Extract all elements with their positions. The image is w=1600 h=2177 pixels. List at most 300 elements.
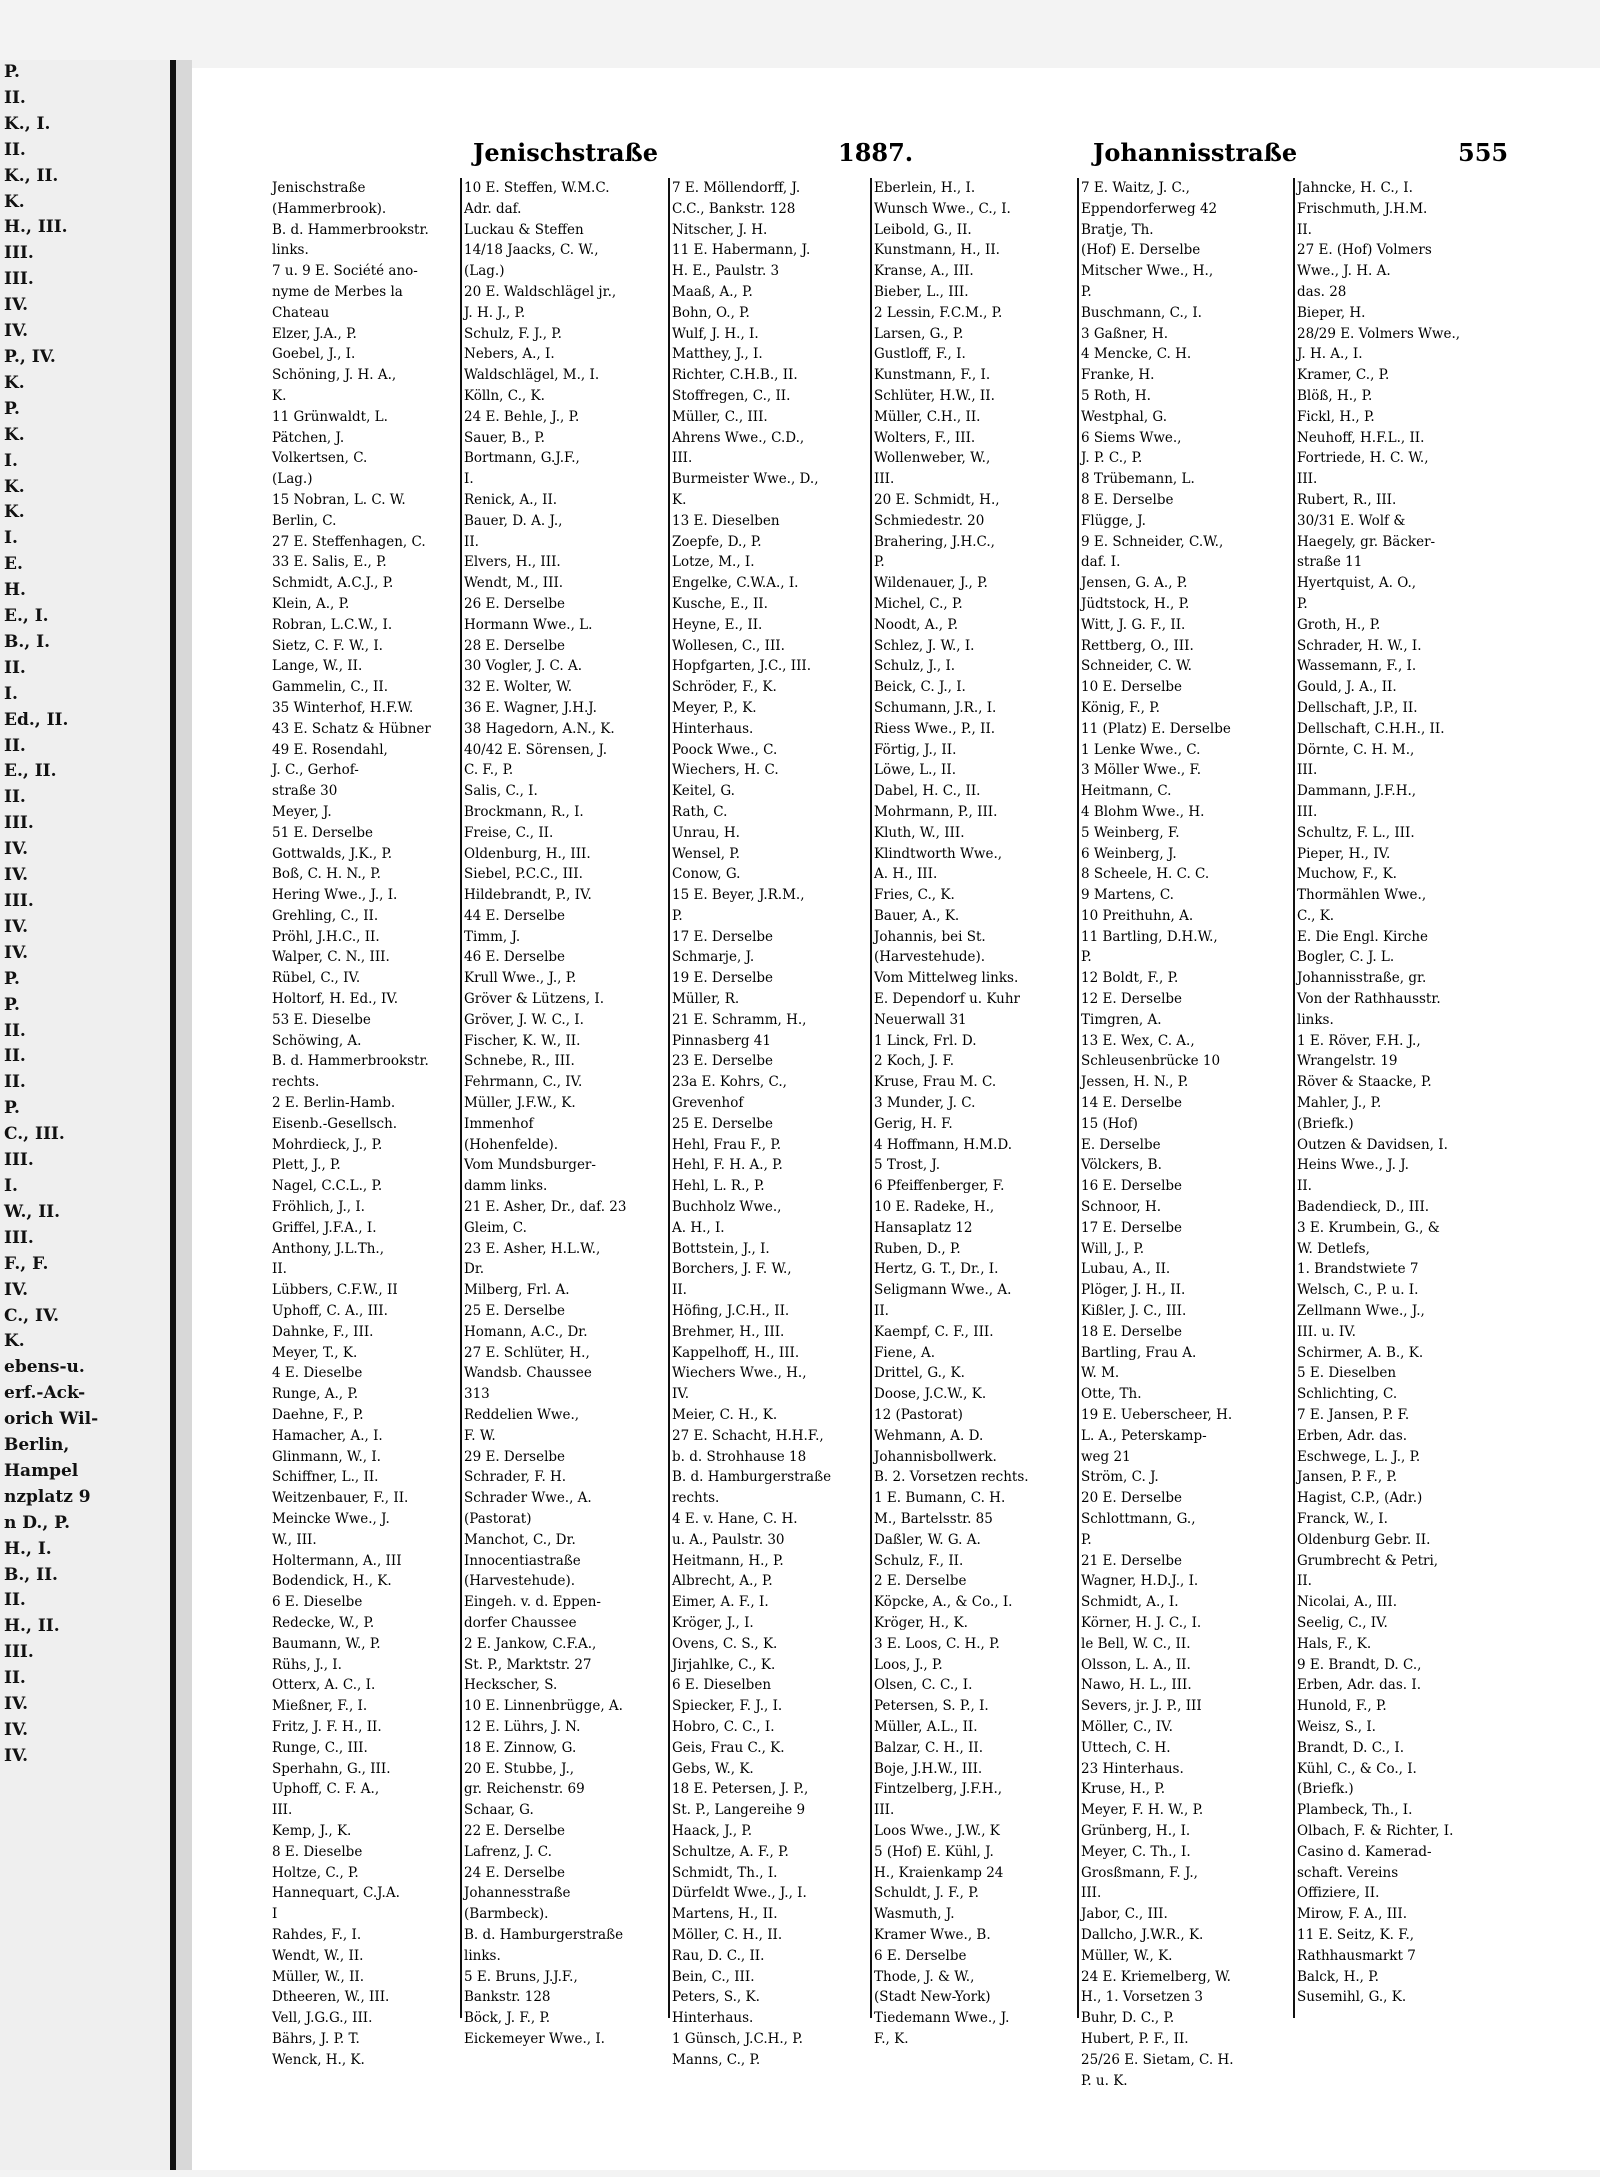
directory-entry-line: Schaar, G. [464, 1802, 534, 1819]
directory-entry-line: B. 2. Vorsetzen rechts. [874, 1469, 1029, 1486]
directory-entry-line: Loos Wwe., J.W., K [874, 1822, 1000, 1839]
directory-entry-line: Susemihl, G., K. [1297, 1989, 1407, 2006]
directory-entry-line: Blöß, H., P. [1297, 387, 1373, 404]
directory-entry-line: 51 E. Derselbe [272, 824, 374, 841]
directory-entry-line: Johannisbollwerk. [874, 1448, 997, 1465]
previous-page-text-fragment: I. [4, 1175, 18, 1196]
directory-entry-line: Renick, A., II. [464, 491, 558, 508]
directory-entry-line: Gebs, W., K. [672, 1760, 754, 1777]
directory-entry-line: Meier, C. H., K. [672, 1407, 778, 1424]
directory-entry-line: Hinterhaus. [672, 720, 754, 737]
directory-entry-line: Schöning, J. H. A., [272, 367, 397, 384]
directory-entry-line: Müller, A.L., II. [874, 1718, 978, 1735]
column-divider [460, 178, 462, 2018]
directory-entry-line: Dellschaft, C.H.H., II. [1297, 720, 1445, 737]
directory-entry-line: 27 E. Schacht, H.H.F., [672, 1427, 824, 1444]
directory-entry-line: II. [1297, 1573, 1312, 1590]
directory-entry-line: 27 E. Schlüter, H., [464, 1344, 590, 1361]
directory-entry-line: Reddelien Wwe., [464, 1407, 580, 1424]
directory-entry-line: Sperhahn, G., III. [272, 1760, 391, 1777]
directory-entry-line: links. [464, 1947, 501, 1964]
directory-entry-line: Grehling, C., II. [272, 907, 379, 924]
directory-entry-line: Wulf, J. H., I. [672, 325, 759, 342]
directory-entry-line: 16 E. Derselbe [1081, 1178, 1183, 1195]
directory-entry-line: (Hof) E. Derselbe [1081, 242, 1201, 259]
directory-entry-line: 21 E. Derselbe [1081, 1552, 1183, 1569]
previous-page-text-fragment: III. [4, 269, 34, 290]
directory-entry-line: Eppendorferweg 42 [1081, 200, 1218, 217]
directory-entry-line: Brahering, J.H.C., [874, 533, 995, 550]
directory-entry-line: Flügge, J. [1081, 512, 1146, 529]
directory-entry-line: H. E., Paulstr. 3 [672, 263, 780, 280]
directory-entry-line: Milberg, Frl. A. [464, 1282, 570, 1299]
directory-entry-line: Freise, C., II. [464, 824, 554, 841]
directory-entry-line: Dabel, H. C., II. [874, 783, 981, 800]
directory-entry-line: Lubau, A., II. [1081, 1261, 1171, 1278]
directory-entry-line: Olsson, L. A., II. [1081, 1656, 1191, 1673]
directory-entry-line: P. u. K. [1081, 2072, 1128, 2089]
directory-entry-line: Manchot, C., Dr. [464, 1531, 576, 1548]
directory-entry-line: 6 Siems Wwe., [1081, 429, 1182, 446]
directory-entry-line: Vom Mittelweg links. [874, 970, 1019, 987]
directory-entry-line: Welsch, C., P. u. I. [1297, 1282, 1419, 1299]
directory-entry-line: Poock Wwe., C. [672, 741, 778, 758]
directory-entry-line: 30/31 E. Wolf & [1297, 512, 1406, 529]
previous-page-text-fragment: W., II. [4, 1201, 61, 1222]
directory-entry-line: Manns, C., P. [672, 2051, 761, 2068]
directory-entry-line: 21 E. Asher, Dr., daf. 23 [464, 1199, 627, 1216]
directory-entry-line: III. u. IV. [1297, 1323, 1356, 1340]
previous-page-text-fragment: Hampel [4, 1460, 79, 1481]
directory-entry-line: 12 E. Lührs, J. N. [464, 1718, 581, 1735]
directory-entry-line: Balck, H., P. [1297, 1968, 1379, 1985]
directory-entry-line: 9 E. Brandt, D. C., [1297, 1656, 1422, 1673]
directory-entry-line: Eschwege, L. J., P. [1297, 1448, 1421, 1465]
directory-entry-line: (Hammerbrook). [272, 200, 387, 217]
directory-entry-line: Hering Wwe., J., I. [272, 887, 398, 904]
directory-entry-line: 3 E. Krumbein, G., & [1297, 1219, 1440, 1236]
directory-entry-line: Schöwing, A. [272, 1032, 362, 1049]
directory-entry-line: 12 (Pastorat) [874, 1407, 963, 1424]
directory-entry-line: Wollesen, C., III. [672, 637, 785, 654]
directory-entry-line: Johannisstraße, gr. [1297, 970, 1427, 987]
directory-entry-line: Schrader, H. W., I. [1297, 637, 1422, 654]
directory-entry-line: Brockmann, R., I. [464, 803, 584, 820]
directory-entry-line: Jahncke, H. C., I. [1297, 180, 1413, 196]
directory-entry-line: (Barmbeck). [464, 1906, 549, 1923]
directory-entry-line: Haegely, gr. Bäcker- [1297, 533, 1436, 550]
directory-entry-line: Anthony, J.L.Th., [272, 1240, 384, 1257]
directory-entry-line: Eickemeyer Wwe., I. [464, 2030, 605, 2047]
directory-entry-line: P. [1297, 595, 1308, 612]
directory-entry-line: Kusche, E., II. [672, 595, 768, 612]
directory-entry-line: Nebers, A., I. [464, 346, 555, 363]
directory-entry-line: Badendieck, D., III. [1297, 1199, 1430, 1216]
directory-entry-line: (Lag.) [272, 471, 313, 488]
directory-entry-line: 20 E. Schmidt, H., [874, 491, 1000, 508]
previous-page-text-fragment: K. [4, 476, 25, 497]
directory-entry-line: Uttech, C. H. [1081, 1739, 1171, 1756]
directory-entry-line: 32 E. Wolter, W. [464, 679, 573, 696]
previous-page-text-fragment: I. [4, 450, 18, 471]
directory-entry-line: P. [1081, 949, 1092, 966]
previous-page-text-fragment: III. [4, 243, 34, 264]
previous-page-text-fragment: II. [4, 1046, 26, 1067]
directory-entry-line: das. 28 [1297, 283, 1347, 300]
directory-entry-line: 11 E. Seitz, K. F., [1297, 1926, 1415, 1943]
directory-entry-line: Gottwalds, J.K., P. [272, 845, 393, 862]
directory-entry-line: 23 E. Asher, H.L.W., [464, 1240, 601, 1257]
directory-entry-line: Gleim, C. [464, 1219, 527, 1236]
directory-entry-line: Hansaplatz 12 [874, 1219, 973, 1236]
directory-entry-line: K. [272, 387, 287, 404]
previous-page-text-fragment: H., II. [4, 1616, 60, 1637]
directory-entry-line: Robran, L.C.W., I. [272, 616, 393, 633]
directory-entry-line: Röver & Staacke, P. [1297, 1074, 1432, 1091]
directory-entry-line: 2 Lessin, F.C.M., P. [874, 304, 1003, 321]
previous-page-text-fragment: II. [4, 1668, 26, 1689]
directory-entry-line: III. [672, 450, 693, 467]
previous-page-text-fragment: IV. [4, 1745, 29, 1766]
directory-entry-line: 1 Günsch, J.C.H., P. [672, 2030, 803, 2047]
directory-entry-line: Dellschaft, J.P., II. [1297, 699, 1418, 716]
directory-entry-line: Schumann, J.R., I. [874, 699, 997, 716]
previous-page-text-fragment: P. [4, 62, 20, 82]
previous-page-text-fragment: IV. [4, 916, 29, 937]
directory-entry-line: Offiziere, II. [1297, 1885, 1380, 1902]
column-divider [1293, 178, 1295, 2018]
directory-entry-line: Lotze, M., I. [672, 554, 755, 571]
directory-entry-line: Hannequart, C.J.A. [272, 1885, 400, 1902]
directory-entry-line: 19 E. Ueberscheer, H. [1081, 1407, 1233, 1424]
directory-entry-line: 4 E. v. Hane, C. H. [672, 1511, 798, 1527]
directory-entry-line: 23 E. Derselbe [672, 1053, 774, 1070]
directory-entry-line: (Pastorat) [464, 1511, 532, 1527]
directory-entry-line: Conow, G. [672, 866, 741, 883]
directory-entry-line: F. W. [464, 1427, 496, 1444]
directory-entry-line: 1 Linck, Frl. D. [874, 1032, 977, 1049]
directory-entry-line: Bratje, Th. [1081, 221, 1154, 238]
directory-entry-line: Pieper, H., IV. [1297, 845, 1391, 862]
directory-entry-line: 9 Martens, C. [1081, 887, 1174, 904]
directory-entry-line: Dürfeldt Wwe., J., I. [672, 1885, 807, 1902]
directory-entry-line: Wolters, F., III. [874, 429, 976, 446]
directory-entry-line: Fickl, H., P. [1297, 408, 1375, 425]
directory-entry-line: Mahler, J., P. [1297, 1095, 1382, 1112]
directory-entry-line: Wehmann, A. D. [874, 1427, 984, 1444]
directory-entry-line: 26 E. Derselbe [464, 595, 566, 612]
directory-entry-line: Baumann, W., P. [272, 1635, 381, 1652]
directory-entry-line: Meyer, P., K. [672, 699, 757, 716]
directory-entry-line: straße 11 [1297, 554, 1363, 571]
directory-entry-line: 27 E. Steffenhagen, C. [272, 533, 426, 550]
directory-entry-line: Buhr, D. C., P. [1081, 2010, 1175, 2027]
previous-page-text-fragment: IV. [4, 321, 29, 342]
directory-entry-line: 46 E. Derselbe [464, 949, 566, 966]
directory-entry-line: Chateau [272, 304, 330, 321]
directory-entry-line: Sauer, B., P. [464, 429, 545, 446]
directory-entry-line: Meyer, F. H. W., P. [1081, 1802, 1204, 1819]
directory-entry-line: König, F., P. [1081, 699, 1160, 716]
directory-entry-line: B. d. Hamburgerstraße [464, 1926, 624, 1943]
directory-entry-line: Müller, R. [672, 991, 740, 1008]
directory-entry-line: (Lag.) [464, 263, 505, 280]
directory-entry-line: Mohrmann, P., III. [874, 803, 998, 820]
directory-entry-line: Schulz, J., I. [874, 658, 956, 675]
directory-entry-line: Kißler, J. C., III. [1081, 1303, 1187, 1320]
directory-entry-line: Bauer, A., K. [874, 907, 960, 924]
directory-entry-line: Grumbrecht & Petri, [1297, 1552, 1439, 1569]
directory-entry-line: 24 E. Derselbe [464, 1864, 566, 1881]
directory-entry-line: Köpcke, A., & Co., I. [874, 1594, 1013, 1611]
directory-entry-line: Wendt, M., III. [464, 575, 564, 592]
directory-entry-line: Schmidt, A.C.J., P. [272, 575, 394, 592]
directory-entry-line: Gröver & Lützens, I. [464, 991, 605, 1008]
directory-entry-line: Goebel, J., I. [272, 346, 356, 363]
directory-entry-line: Franke, H. [1081, 367, 1155, 384]
directory-entry-line: Höfing, J.C.H., II. [672, 1303, 790, 1320]
page-header [278, 138, 1578, 178]
directory-entry-line: III. [1297, 803, 1318, 820]
directory-entry-line: Oldenburg, H., III. [464, 845, 591, 862]
directory-entry-line: Rau, D. C., II. [672, 1947, 765, 1964]
directory-entry-line: 8 Scheele, H. C. C. [1081, 866, 1210, 883]
directory-entry-line: Ahrens Wwe., C.D., [672, 429, 805, 446]
directory-entry-line: Glinmann, W., I. [272, 1448, 381, 1465]
directory-entry-line: Runge, A., P. [272, 1386, 359, 1403]
directory-entry-line: 6 E. Derselbe [874, 1947, 967, 1964]
directory-entry-line: Lange, W., II. [272, 658, 363, 675]
directory-entry-line: Schmidt, Th., I. [672, 1864, 778, 1881]
directory-entry-line: Bankstr. 128 [464, 1989, 551, 2006]
directory-entry-line: Hopfgarten, J.C., III. [672, 658, 812, 675]
directory-entry-line: Müller, C.H., II. [874, 408, 981, 425]
directory-entry-line: 23a E. Kohrs, C., [672, 1074, 787, 1091]
directory-entry-line: Kühl, C., & Co., I. [1297, 1760, 1417, 1777]
previous-page-text-fragment: C., III. [4, 1124, 65, 1145]
directory-entry-line: Waldschlägel, M., I. [464, 367, 600, 384]
directory-entry-line: 18 E. Zinnow, G. [464, 1739, 577, 1756]
directory-entry-line: 3 Gaßner, H. [1081, 325, 1169, 342]
previous-page-text-fragment: K. [4, 424, 25, 445]
previous-page-text-fragment: H., III. [4, 217, 68, 238]
directory-entry-line: Ovens, C. S., K. [672, 1635, 778, 1652]
directory-entry-line: Johannesstraße [464, 1885, 571, 1902]
directory-entry-line: II. [672, 1282, 687, 1299]
directory-entry-line: Homann, A.C., Dr. [464, 1323, 588, 1340]
directory-entry-line: Witt, J. G. F., II. [1081, 616, 1186, 633]
directory-entry-line: II. [1297, 1178, 1312, 1195]
directory-entry-line: 5 E. Dieselben [1297, 1365, 1397, 1382]
previous-page-text-fragment: IV. [4, 1279, 29, 1300]
directory-entry-line: Gerig, H. F. [874, 1115, 953, 1132]
directory-entry-line: 36 E. Wagner, J.H.J. [464, 699, 597, 716]
directory-entry-line: 1 E. Bumann, C. H. [874, 1490, 1006, 1507]
directory-entry-line: Rübel, C., IV. [272, 970, 361, 987]
directory-entry-line: Bartling, Frau A. [1081, 1344, 1197, 1361]
previous-page-text-fragment: II. [4, 657, 26, 678]
directory-entry-line: Geis, Frau C., K. [672, 1739, 785, 1756]
previous-page-text-fragment: I. [4, 528, 18, 549]
directory-entry-line: daf. I. [1081, 554, 1121, 571]
directory-entry-line: Weisz, S., I. [1297, 1718, 1376, 1735]
directory-entry-line: Neuhoff, H.F.L., II. [1297, 429, 1425, 446]
directory-entry-line: Müller, W., K. [1081, 1947, 1173, 1964]
directory-entry-line: Schlez, J. W., I. [874, 637, 975, 654]
directory-entry-line: A. H., I. [672, 1219, 725, 1236]
previous-page-text-fragment: K. [4, 372, 25, 393]
directory-entry-line: Heins Wwe., J. J. [1297, 1157, 1409, 1174]
directory-entry-line: 49 E. Rosendahl, [272, 741, 388, 758]
directory-entry-line: Wandsb. Chaussee [464, 1365, 592, 1382]
directory-entry-line: Loos, J., P. [874, 1656, 943, 1673]
directory-entry-line: Tiedemann Wwe., J. [874, 2010, 1010, 2027]
directory-entry-line: L. A., Peterskamp- [1081, 1427, 1207, 1444]
directory-entry-line: C., K. [1297, 907, 1335, 924]
directory-entry-line: Innocentiastraße [464, 1552, 581, 1569]
directory-entry-line: Eisenb.-Gesellsch. [272, 1115, 398, 1132]
directory-entry-line: II. [874, 1303, 889, 1320]
directory-entry-line: 20 E. Stubbe, J., [464, 1760, 575, 1777]
previous-page-text-fragment: B., II. [4, 1564, 58, 1585]
directory-entry-line: Brandt, D. C., I. [1297, 1739, 1405, 1756]
directory-entry-line: Martens, H., II. [672, 1906, 778, 1923]
directory-entry-line: Hals, F., K. [1297, 1635, 1372, 1652]
directory-entry-line: 29 E. Derselbe [464, 1448, 566, 1465]
directory-entry-line: E. Dependorf u. Kuhr [874, 991, 1020, 1008]
column-divider [870, 178, 872, 2018]
directory-entry-line: Hunold, F., P. [1297, 1698, 1387, 1715]
directory-entry-line: 15 (Hof) [1081, 1115, 1138, 1132]
directory-entry-line: Krull Wwe., J., P. [464, 970, 577, 987]
previous-page-fragment [0, 60, 176, 2170]
directory-entry-line: Nitscher, J. H. [672, 221, 768, 238]
directory-entry-line: 1 E. Röver, F.H. J., [1297, 1032, 1421, 1049]
directory-entry-line: Schiffner, L., II. [272, 1469, 379, 1486]
directory-entry-line: Volkertsen, C. [272, 450, 368, 467]
directory-entry-line: 9 E. Schneider, C.W., [1081, 533, 1224, 550]
directory-entry-line: Bieber, L., III. [874, 283, 969, 300]
directory-entry-line: Oldenburg Gebr. II. [1297, 1531, 1431, 1548]
directory-entry-line: Neuerwall 31 [874, 1011, 967, 1028]
directory-entry-line: 11 Grünwaldt, L. [272, 408, 388, 425]
directory-entry-line: 17 E. Derselbe [1081, 1219, 1183, 1236]
directory-entry-line: Engelke, C.W.A., I. [672, 575, 799, 592]
previous-page-text-fragment: P. [4, 968, 20, 989]
directory-entry-line: Maaß, A., P. [672, 283, 753, 300]
directory-entry-line: Runge, C., III. [272, 1739, 368, 1756]
directory-entry-line: 14/18 Jaacks, C. W., [464, 242, 599, 259]
directory-entry-line: M., Bartelsstr. 85 [874, 1511, 993, 1527]
directory-entry-line: Seelig, C., IV. [1297, 1614, 1388, 1631]
directory-entry-line: 6 Weinberg, J. [1081, 845, 1177, 862]
previous-page-text-fragment: erf.-Ack- [4, 1383, 86, 1404]
directory-entry-line: Fischer, K. W., II. [464, 1032, 581, 1049]
directory-entry-line: Wendt, W., II. [272, 1947, 364, 1964]
directory-entry-line: 6 E. Dieselben [672, 1677, 772, 1694]
directory-entry-line: Pinnasberg 41 [672, 1032, 771, 1049]
directory-entry-line: Noodt, A., P. [874, 616, 958, 633]
directory-entry-line: weg 21 [1081, 1448, 1131, 1465]
directory-column-1 [272, 178, 458, 2068]
directory-entry-line: Lübbers, C.F.W., II [272, 1282, 398, 1299]
directory-entry-line: Nawo, H. L., III. [1081, 1677, 1192, 1694]
directory-entry-line: Otte, Th. [1081, 1386, 1142, 1403]
directory-entry-line: Boje, J.H.W., III. [874, 1760, 983, 1777]
directory-entry-line: Fortriede, H. C. W., [1297, 450, 1429, 467]
previous-page-text-fragment: K., I. [4, 113, 51, 134]
directory-entry-line: III. [874, 1802, 895, 1819]
directory-entry-line: 22 E. Derselbe [464, 1822, 566, 1839]
directory-entry-line: 7 E. Jansen, P. F. [1297, 1407, 1410, 1424]
directory-entry-line: Kruse, Frau M. C. [874, 1074, 997, 1091]
directory-entry-line: Schneider, C. W. [1081, 658, 1192, 675]
previous-page-text-fragment: E. [4, 554, 23, 575]
previous-page-text-fragment: III. [4, 1150, 34, 1171]
directory-entry-line: Redecke, W., P. [272, 1614, 375, 1631]
directory-entry-line: 23 Hinterhaus. [1081, 1760, 1184, 1777]
directory-entry-line: Meyer, T., K. [272, 1344, 358, 1361]
directory-entry-line: Jabor, C., III. [1081, 1906, 1168, 1923]
directory-entry-line: 25 E. Derselbe [672, 1115, 774, 1132]
directory-entry-line: nyme de Merbes la [272, 283, 403, 300]
directory-entry-line: 4 Blohm Wwe., H. [1081, 803, 1205, 820]
previous-page-text-fragment: K. [4, 1331, 25, 1352]
previous-page-text-fragment: K., II. [4, 165, 59, 186]
directory-entry-line: 30 Vogler, J. C. A. [464, 658, 583, 675]
directory-entry-line: J. C., Gerhof- [272, 762, 359, 779]
directory-entry-line: u. A., Paulstr. 30 [672, 1531, 785, 1548]
directory-entry-line: III. [1081, 1885, 1102, 1902]
directory-entry-line: Casino d. Kamerad- [1297, 1843, 1432, 1860]
directory-entry-line: Wassemann, F., I. [1297, 658, 1417, 675]
directory-entry-line: Erben, Adr. das. [1297, 1427, 1408, 1444]
directory-entry-line: 4 Mencke, C. H. [1081, 346, 1192, 363]
directory-entry-line: 43 E. Schatz & Hübner [272, 720, 431, 737]
directory-entry-line: Westphal, G. [1081, 408, 1167, 425]
previous-page-text-fragment: F., F. [4, 1253, 49, 1274]
directory-entry-line: Immenhof [464, 1115, 534, 1132]
previous-page-text-fragment: III. [4, 813, 34, 834]
directory-entry-line: Meyer, J. [272, 803, 332, 820]
directory-entry-line: 3 Möller Wwe., F. [1081, 762, 1202, 779]
column-divider [1077, 178, 1079, 2018]
directory-entry-line: Mießner, F., I. [272, 1698, 368, 1715]
directory-entry-line: 11 Bartling, D.H.W., [1081, 928, 1218, 945]
previous-page-text-fragment: orich Wil- [4, 1409, 99, 1430]
directory-entry-line: Schleusenbrücke 10 [1081, 1053, 1221, 1070]
directory-entry-line: Dahnke, F., III. [272, 1323, 374, 1340]
previous-page-text-fragment: IV. [4, 942, 29, 963]
directory-entry-line: Uphoff, C. A., III. [272, 1303, 388, 1320]
directory-entry-line: Kunstmann, F., I. [874, 367, 991, 384]
directory-entry-line: K. [672, 491, 687, 508]
previous-page-text-fragment: IV. [4, 1694, 29, 1715]
directory-entry-line: 1. Brandstwiete 7 [1297, 1261, 1419, 1278]
directory-entry-line: W. M. [1081, 1365, 1120, 1382]
directory-entry-line: Salis, C., I. [464, 783, 538, 800]
directory-entry-line: Weitzenbauer, F., II. [272, 1490, 409, 1507]
directory-entry-line: Wenck, H., K. [272, 2051, 365, 2068]
directory-entry-line: 40/42 E. Sörensen, J. [464, 741, 607, 758]
directory-entry-line: 8 E. Derselbe [1081, 491, 1174, 508]
directory-entry-line: 25 E. Derselbe [464, 1303, 566, 1320]
directory-entry-line: Petersen, S. P., I. [874, 1698, 989, 1715]
directory-entry-line: Rettberg, O., III. [1081, 637, 1194, 654]
directory-entry-line: 33 E. Salis, E., P. [272, 554, 387, 571]
directory-entry-line: 7 u. 9 E. Société ano- [272, 263, 418, 280]
directory-entry-line: 15 Nobran, L. C. W. [272, 491, 406, 508]
